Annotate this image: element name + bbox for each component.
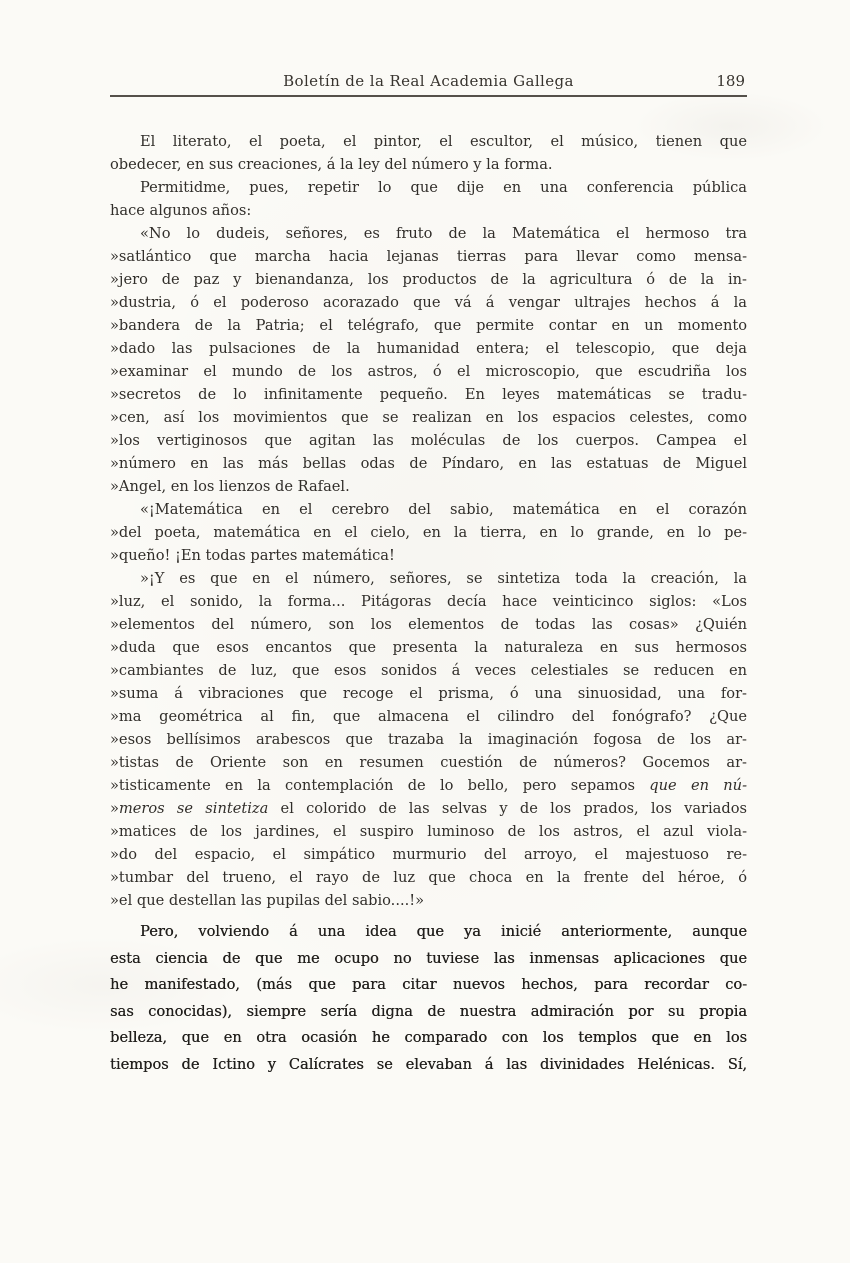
- text-segment: El literato, el poeta, el pintor, el escultor, el músico, tienen que: [140, 133, 747, 150]
- text-segment: belleza, que en otra ocasión he comparado con los templos que en los: [110, 1029, 747, 1046]
- text-segment: »dustria, ó el poderoso acorazado que vá á vengar ultrajes hechos á la: [110, 294, 747, 311]
- emphasized-text: meros se sintetiza: [118, 800, 269, 817]
- text-line: [110, 153, 747, 176]
- text-line: [110, 245, 747, 268]
- text-line: [110, 843, 747, 866]
- text-line: [110, 314, 747, 337]
- text-line: [110, 567, 747, 590]
- text-segment: »luz, el sonido, la forma... Pitágoras decía hace veinticinco siglos: «Los: [110, 593, 747, 610]
- text-segment: »matices de los jardines, el suspiro luminoso de los astros, el azul viola-: [110, 823, 747, 840]
- page-number: 189: [716, 72, 745, 90]
- text-segment: »del poeta, matemática en el cielo, en la tierra, en lo grande, en lo pe-: [110, 524, 747, 541]
- emphasized-text: que en nú-: [649, 777, 747, 794]
- text-line: [110, 268, 747, 291]
- text-segment: »: [110, 800, 119, 817]
- text-line: [110, 176, 747, 199]
- paragraph: [110, 498, 747, 567]
- text-segment: »suma á vibraciones que recoge el prisma, ó una sinuosidad, una for-: [110, 685, 747, 702]
- text-line: [110, 613, 747, 636]
- text-line: [110, 866, 747, 889]
- text-segment: Permitidme, pues, repetir lo que dije en una conferencia pública: [140, 179, 747, 196]
- text-segment: el colorido de las selvas y de los prados, los variados: [268, 800, 747, 817]
- text-line: [110, 774, 747, 797]
- text-line: [110, 498, 747, 521]
- text-line: [110, 222, 747, 245]
- text-line: [110, 820, 747, 843]
- text-segment: obedecer, en sus creaciones, á la ley del número y la forma.: [110, 156, 553, 173]
- text-segment: »tumbar del trueno, el rayo de luz que choca en la frente del héroe, ó: [110, 869, 747, 886]
- text-line: [110, 705, 747, 728]
- text-segment: »satlántico que marcha hacia lejanas tierras para llevar como mensa-: [110, 248, 747, 265]
- text-line: [110, 682, 747, 705]
- text-segment: »los vertiginosos que agitan las moléculas de los cuerpos. Campea el: [110, 432, 747, 449]
- text-line: [110, 1052, 747, 1079]
- text-segment: »esos bellísimos arabescos que trazaba la imaginación fogosa de los ar-: [110, 731, 747, 748]
- text-segment: esta ciencia de que me ocupo no tuviese las inmensas aplicaciones que: [110, 949, 747, 967]
- text-line: [110, 544, 747, 567]
- text-segment: »cen, así los movimientos que se realizan en los espacios celestes, como: [110, 409, 747, 426]
- text-segment: »tistas de Oriente son en resumen cuestión de números? Gocemos ar-: [110, 754, 747, 771]
- text-line: [110, 1025, 747, 1052]
- text-line: [110, 521, 747, 544]
- text-segment: »do del espacio, el simpático murmurio del arroyo, el majestuoso re-: [110, 846, 747, 863]
- text-line: [110, 659, 747, 682]
- paragraph: [110, 222, 747, 498]
- text-line: [110, 383, 747, 406]
- text-line: [110, 889, 747, 912]
- text-segment: «No lo dudeis, señores, es fruto de la Matemática el hermoso tra: [140, 225, 747, 242]
- text-line: [110, 452, 747, 475]
- text-line: [110, 972, 747, 999]
- text-segment: «¡Matemática en el cerebro del sabio, matemática en el corazón: [140, 501, 747, 518]
- text-segment: »jero de paz y bienandanza, los productos de la agricultura ó de la in-: [110, 271, 747, 288]
- text-segment: hace algunos años:: [110, 202, 252, 219]
- text-segment: sas conocidas), siempre sería digna de nuestra admiración por su propia: [110, 1002, 747, 1020]
- paragraph: [110, 176, 747, 222]
- text-line: [110, 199, 747, 222]
- text-line: [110, 130, 747, 153]
- text-line: [110, 360, 747, 383]
- text-line: [110, 999, 747, 1026]
- text-line: [110, 337, 747, 360]
- text-line: [110, 636, 747, 659]
- text-segment: tiempos de Ictino y Calícrates se elevaban á las divinidades Helénicas. Sí,: [110, 1055, 747, 1073]
- text-segment: »elementos del número, son los elementos de todas las cosas» ¿Quién: [110, 616, 747, 633]
- text-line: [110, 919, 747, 946]
- text-segment: »queño! ¡En todas partes matemática!: [110, 547, 395, 564]
- text-segment: »dado las pulsaciones de la humanidad entera; el telescopio, que deja: [110, 340, 747, 357]
- text-line: [110, 751, 747, 774]
- paragraph: [110, 567, 747, 912]
- text-segment: »ma geométrica al fin, que almacena el cilindro del fonógrafo? ¿Que: [110, 708, 747, 725]
- text-line: [110, 797, 747, 820]
- text-segment: »bandera de la Patria; el telégrafo, que permite contar en un momento: [110, 317, 747, 334]
- text-segment: Pero, volviendo á una idea que ya inicié anteriormente, aunque: [140, 923, 747, 940]
- text-segment: »¡Y es que en el número, señores, se sintetiza toda la creación, la: [140, 570, 747, 587]
- text-line: [110, 406, 747, 429]
- text-body: [110, 130, 747, 1078]
- text-segment: »examinar el mundo de los astros, ó el microscopio, que escudriña los: [110, 363, 747, 380]
- text-segment: »tisticamente en la contemplación de lo bello, pero sepamos: [110, 777, 650, 794]
- text-line: [110, 291, 747, 314]
- text-segment: he manifestado, (más que para citar nuevos hechos, para recordar co-: [110, 976, 747, 993]
- text-segment: »número en las más bellas odas de Píndaro, en las estatuas de Miguel: [110, 455, 747, 472]
- text-line: [110, 475, 747, 498]
- paragraph: [110, 130, 747, 176]
- text-segment: »el que destellan las pupilas del sabio....!»: [110, 892, 425, 909]
- text-line: [110, 590, 747, 613]
- text-line: [110, 429, 747, 452]
- text-line: [110, 946, 747, 973]
- text-segment: »cambiantes de luz, que esos sonidos á veces celestiales se reducen en: [110, 662, 747, 679]
- text-segment: »Angel, en los lienzos de Rafael.: [110, 478, 350, 495]
- text-line: [110, 728, 747, 751]
- paragraph: [110, 919, 747, 1078]
- text-block: [110, 72, 747, 1078]
- page-header: [110, 72, 747, 97]
- text-segment: »secretos de lo infinitamente pequeño. En leyes matemáticas se tradu-: [110, 386, 747, 403]
- journal-title: Boletín de la Real Academia Gallega: [283, 72, 574, 90]
- text-segment: »duda que esos encantos que presenta la naturaleza en sus hermosos: [110, 639, 747, 656]
